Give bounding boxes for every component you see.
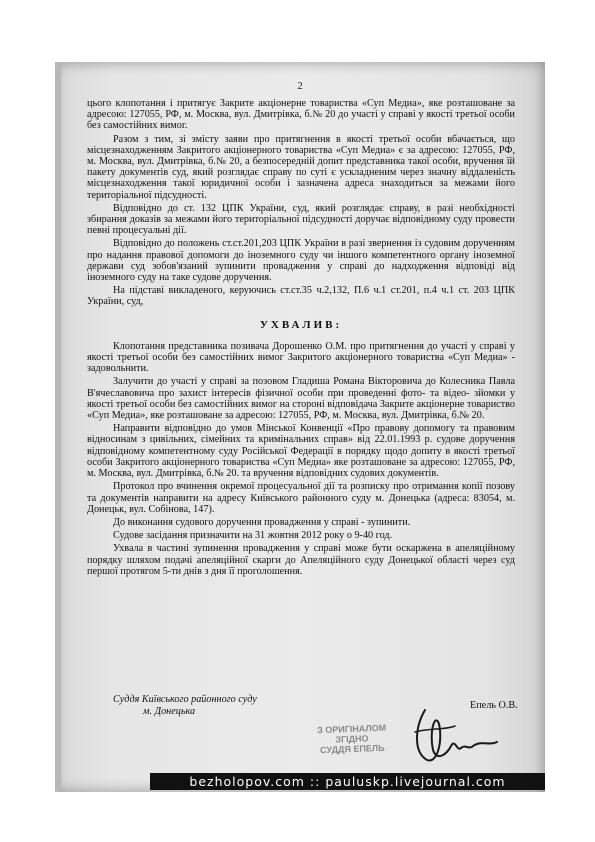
watermark-footer: bezholopov.com :: pauluskp.livejournal.com <box>150 773 545 790</box>
ruling-paragraph-1: Клопотання представника позивача Дорошенко О.М. про притягнення до участі у справі у якості третьої особи без самостійних вимог Закритого акціонерного товариства «Суп Медиа» - задовольнити. <box>87 340 515 375</box>
page-number: 2 <box>297 80 303 92</box>
document-body <box>87 98 515 579</box>
stamp-line-1: З ОРИГІНАЛОМ <box>316 722 387 736</box>
paragraph-3: Відповідно до ст. 132 ЦПК України, суд, який розглядає справу, в разі необхідності збирання доказів за межами його територіальної підсудності доручає відповідному суду провести певні процесуальні дії. <box>87 202 515 237</box>
judge-name: Епель О.В. <box>470 700 518 711</box>
signature-block <box>113 694 257 718</box>
page-edge-shadow <box>55 62 61 792</box>
ruling-paragraph-3: Направити відповідно до умов Мінської Конвенції «Про правову допомогу та правовим відносинам з цивільних, сімейних та кримінальних справ» від 22.01.1993 р. судове доручення відповідному компетентному суду Російської Федерації в порядку щодо допиту в якості третьої особи Закритого акціонерного товариства «Суп Медиа» яке розташоване за адресою: 127055, РФ, м. Москва, вул. Дмитрівка, б.№ 20. та вручення відповідних судових документів. <box>87 423 515 480</box>
ruling-paragraph-6: Судове засідання призначити на 31 жовтня 2012 року о 9-40 год. <box>113 530 393 542</box>
paragraph-1: цього клопотання і притягує Закрите акціонерне товариства «Суп Медиа», яке розташоване за адресою: 127055, РФ, м. Москва, вул. Дмитрівка, б.№ 20 до участі у справі у якості третьої особи без самостійних вимог. <box>87 98 515 132</box>
paragraph-2: Разом з тим, зі змісту заяви про притягнення в якості третьої особи вбачається, що місцезнаходженням Закритого акціонерного товариства «Суп Медиа» є за адресою: 127055, РФ, м. Москва, вул. Дмитрівка, б.№ 20, а безпосередній допит представника такої особи, вручення їй пакету документів суд, який розглядає справу по суті є ускладненим через значну віддаленість місцезнаходження такої юридичної особи і зазначена адреса знаходиться за межами його територіальної підсудності. <box>87 133 515 201</box>
certification-stamp <box>313 723 392 756</box>
judge-title-line: Суддя Київського районного суду <box>113 694 257 705</box>
stamp-line-3: СУДДЯ ЕПЕЛЬ <box>319 742 385 756</box>
scanned-page <box>55 62 545 792</box>
ruling-paragraph-2: Залучити до участі у справі за позовом Гладиша Романа Вікторовича до Колесника Павла В'ячеславовича про захист інтересів фізичної особи при проведенні фото- та відео- зйомки у якості третьої особи без самостійних вимог на стороні відповідача Закрите акціонерне товариство «Суп Медиа», яке розташоване за адресою: 127055, РФ, м. Москва, вул. Дмитрівка, б.№ 20. <box>87 376 515 422</box>
paragraph-5: На підставі викладеного, керуючись ст.ст.35 ч.2,132, П.6 ч.1 ст.201, п.4 ч.1 ст. 203 ЦПК України, суд, <box>87 285 515 308</box>
court-city-line: м. Донецька <box>143 706 196 717</box>
ruling-paragraph-7: Ухвала в частині зупинення провадження у справі може бути оскаржена в апеляційному порядку шляхом подачі апеляційної скарги до Апеляційного суду Донецької області через суд першої протягом 5-ти днів з дня її проголошення. <box>87 543 515 577</box>
ruling-paragraph-4: Протокол про вчинення окремої процесуальної дії та розписку про отримання копії позову та документів направити на адресу Київського районного суду м. Донецька (адреса: 83054, м. Донецьк, вул. Собінова, 147). <box>87 481 515 515</box>
ruling-paragraph-5: До виконання судового доручення провадження у справі - зупинити. <box>113 516 411 528</box>
paragraph-4: Відповідно до положень ст.ст.201,203 ЦПК України в разі звернення із судовим дорученням про надання правової допомоги до іноземного суду чи іншого компетентного органу іноземної держави суд зобов'язаний зупинити провадження у справі до надходження відповіді від іноземного суду на таке судове доручення. <box>87 238 515 284</box>
handwritten-signature <box>385 702 505 772</box>
stamp-line-2: ЗГІДНО <box>335 733 369 745</box>
ruling-heading: УХВАЛИВ: <box>259 318 343 331</box>
